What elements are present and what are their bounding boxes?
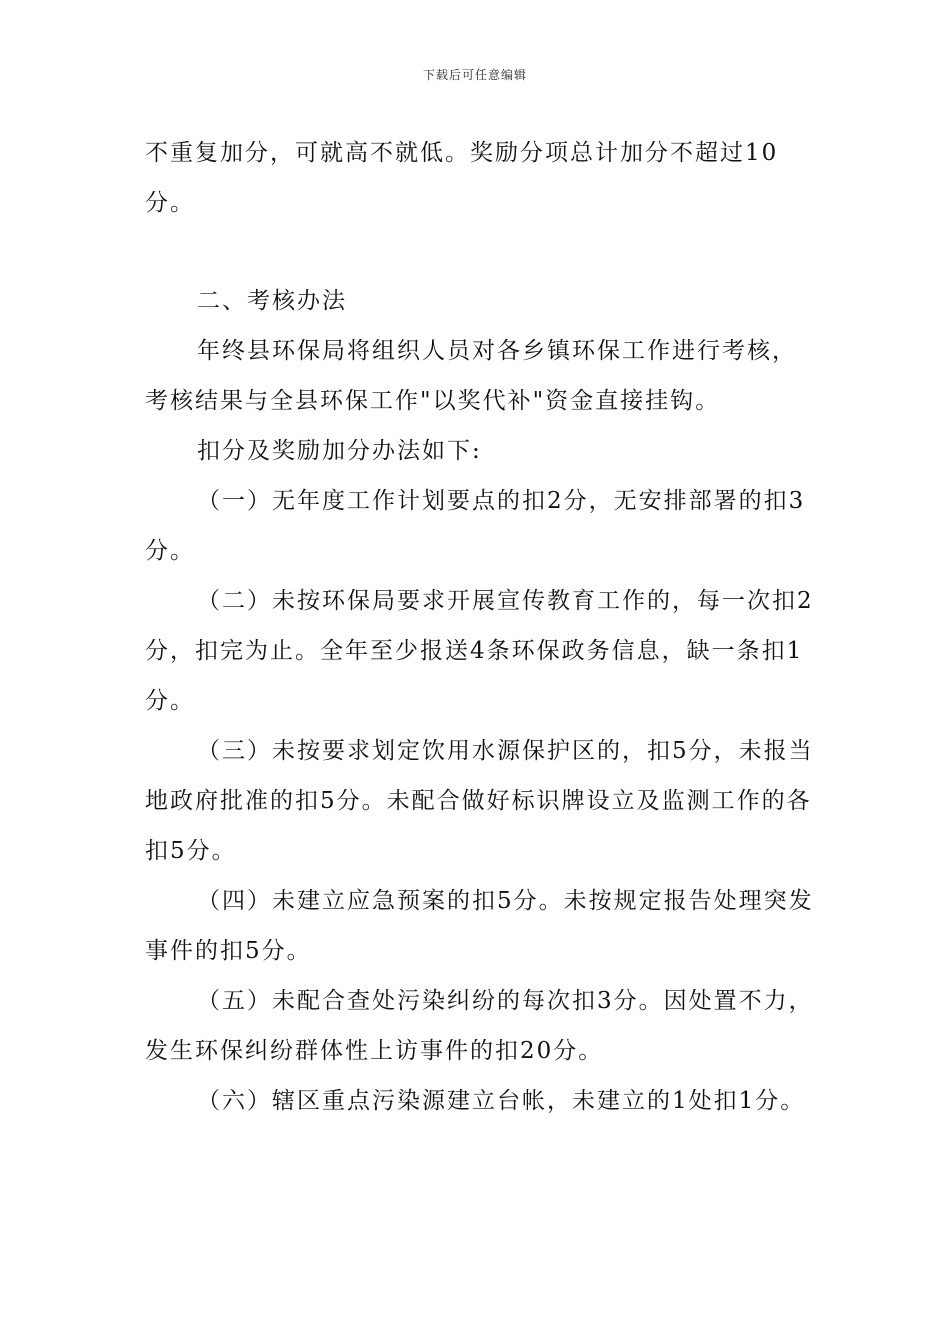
list-item-5: （五）未配合查处污染纠纷的每次扣3分。因处置不力，发生环保纠纷群体性上访事件的扣20分。 (145, 988, 814, 1064)
list-item-2: （二）未按环保局要求开展宣传教育工作的，每一次扣2分，扣完为止。全年至少报送4条环保政务信息，缺一条扣1分。 (145, 588, 814, 714)
paragraph-gap (145, 228, 820, 276)
list-item-4: （四）未建立应急预案的扣5分。未按规定报告处理突发事件的扣5分。 (145, 888, 814, 964)
list-item-6: （六）辖区重点污染源建立台帐，未建立的1处扣1分。 (197, 1088, 806, 1114)
paragraph-method-intro: 扣分及奖励加分办法如下: (197, 438, 482, 464)
paragraph-continuation: 不重复加分，可就高不就低。奖励分项总计加分不超过10分。 (145, 140, 779, 216)
list-item-3: （三）未按要求划定饮用水源保护区的，扣5分，未报当地政府批准的扣5分。未配合做好标识牌设立及监测工作的各扣5分。 (145, 738, 814, 864)
list-item-1: （一）无年度工作计划要点的扣2分，无安排部署的扣3分。 (145, 488, 806, 564)
paragraph-assessment: 年终县环保局将组织人员对各乡镇环保工作进行考核，考核结果与全县环保工作"以奖代补"资金直接挂钩。 (145, 338, 797, 414)
section-title: 二、考核办法 (197, 288, 347, 314)
page-header-note: 下载后可任意编辑 (422, 68, 527, 82)
document-body (145, 128, 820, 1126)
